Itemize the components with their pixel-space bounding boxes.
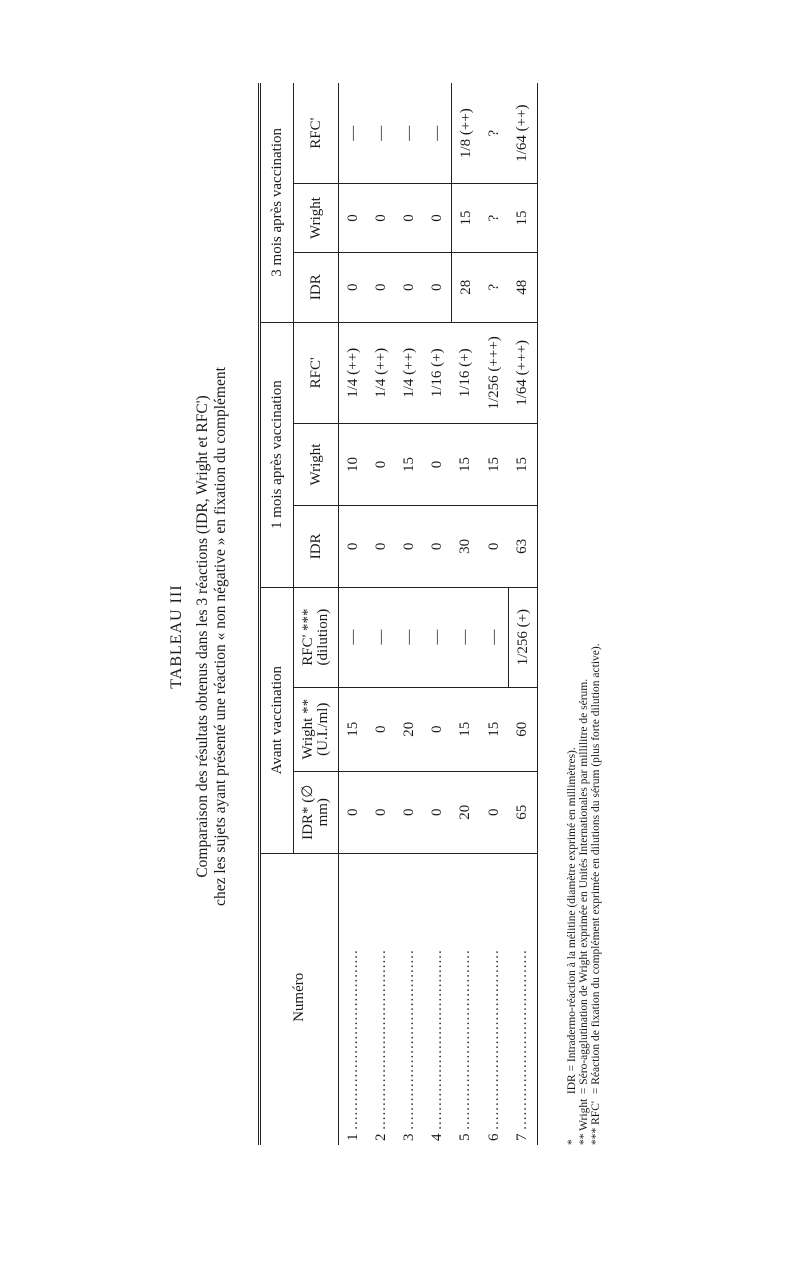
cell-avant-wright: 60 (509, 687, 538, 771)
cell-avant-idr: 65 (509, 771, 538, 853)
table-row (395, 83, 423, 1145)
row-numero: 4 ...................................... (428, 949, 445, 1141)
header-3m-idr: IDR (294, 252, 339, 322)
cell-1m-rfc: 1/4 (++) (395, 322, 423, 423)
cell-1m-rfc: 1/256 (+++) (480, 322, 509, 423)
table-subtitle-line2: chez les sujets ayant présenté une réaction « non négative » en fixation du complément (212, 367, 229, 906)
table-row (509, 83, 538, 1145)
table-row (480, 83, 509, 1145)
cell-3m-wright: 0 (339, 184, 368, 252)
cell-1m-wright: 0 (367, 424, 395, 506)
cell-3m-rfc: — (395, 83, 423, 184)
cell-3m-wright: 0 (423, 184, 452, 252)
results-table (258, 83, 538, 1145)
cell-1m-idr: 0 (395, 506, 423, 588)
cell-1m-idr: 0 (480, 506, 509, 588)
cell-1m-wright: 15 (452, 424, 481, 506)
cell-avant-wright: 20 (395, 687, 423, 771)
cell-3m-idr: 48 (509, 252, 538, 322)
row-numero: 7 ...................................... (514, 949, 531, 1141)
cell-avant-rfc: — (367, 587, 395, 687)
footnote-wright: ** Wright = Séro-agglutination de Wright exprimée en Unités Internationales par millilitre de sérum. (578, 678, 590, 1145)
header-1m-idr: IDR (294, 506, 339, 588)
row-numero: 6 ...................................... (485, 949, 502, 1141)
cell-1m-wright: 15 (395, 424, 423, 506)
table-title: TABLEAU III (168, 584, 185, 689)
cell-3m-wright: 15 (452, 184, 481, 252)
cell-3m-rfc: — (367, 83, 395, 184)
cell-avant-rfc: — (395, 587, 423, 687)
cell-avant-wright: 15 (480, 687, 509, 771)
cell-1m-idr: 63 (509, 506, 538, 588)
cell-3m-idr: ? (480, 252, 509, 322)
table-row (339, 83, 368, 1145)
cell-avant-wright: 0 (367, 687, 395, 771)
cell-3m-idr: 0 (395, 252, 423, 322)
table-row (367, 83, 395, 1145)
cell-1m-rfc: 1/64 (+++) (509, 322, 538, 423)
cell-avant-rfc: — (480, 587, 509, 687)
cell-3m-rfc: ? (480, 83, 509, 184)
cell-1m-idr: 30 (452, 506, 481, 588)
header-1m-rfc: RFC' (294, 322, 339, 423)
cell-1m-rfc: 1/16 (+) (452, 322, 481, 423)
cell-1m-wright: 0 (423, 424, 452, 506)
header-numero: Numéro (291, 972, 307, 1022)
cell-avant-idr: 0 (395, 771, 423, 853)
cell-3m-rfc: — (423, 83, 452, 184)
cell-avant-wright: 15 (452, 687, 481, 771)
row-numero: 1 ...................................... (344, 949, 361, 1141)
cell-1m-wright: 15 (480, 424, 509, 506)
cell-1m-idr: 0 (339, 506, 368, 588)
cell-1m-rfc: 1/16 (+) (423, 322, 452, 423)
table-subtitle-line1: Comparaison des résultats obtenus dans les 3 réactions (IDR, Wright et RFC') (194, 395, 211, 878)
cell-avant-rfc: — (452, 587, 481, 687)
cell-1m-rfc: 1/4 (++) (367, 322, 395, 423)
cell-3m-idr: 0 (367, 252, 395, 322)
header-avant-rfc: RFC' *** (dilution) (294, 587, 339, 687)
cell-avant-idr: 0 (339, 771, 368, 853)
cell-1m-wright: 15 (509, 424, 538, 506)
cell-3m-rfc: — (339, 83, 368, 184)
header-1m-wright: Wright (294, 424, 339, 506)
cell-avant-idr: 0 (367, 771, 395, 853)
cell-3m-wright: 0 (367, 184, 395, 252)
header-3m-wright: Wright (294, 184, 339, 252)
cell-1m-rfc: 1/4 (++) (339, 322, 368, 423)
cell-avant-wright: 15 (339, 687, 368, 771)
header-avant-idr: IDR* (∅ mm) (294, 771, 339, 853)
cell-1m-idr: 0 (367, 506, 395, 588)
cell-3m-idr: 0 (339, 252, 368, 322)
cell-avant-idr: 0 (423, 771, 452, 853)
row-numero: 2 ...................................... (372, 949, 389, 1141)
cell-avant-rfc: — (423, 587, 452, 687)
cell-3m-idr: 28 (452, 252, 481, 322)
header-avant-wright: Wright ** (U.I./ml) (294, 687, 339, 771)
header-group-3-mois: 3 mois après vaccination (260, 83, 294, 322)
footnote-idr: * IDR = Intradermo-réaction à la mélitine (diamètre exprimé en millimètres). (566, 747, 578, 1145)
header-group-1-mois: 1 mois après vaccination (260, 322, 294, 587)
cell-1m-wright: 10 (339, 424, 368, 506)
cell-avant-rfc: — (339, 587, 368, 687)
cell-avant-idr: 20 (452, 771, 481, 853)
cell-3m-idr: 0 (423, 252, 452, 322)
table-row (452, 83, 481, 1145)
row-numero: 5 ...................................... (457, 949, 474, 1141)
cell-3m-wright: ? (480, 184, 509, 252)
cell-3m-rfc: 1/64 (++) (509, 83, 538, 184)
cell-3m-rfc: 1/8 (++) (452, 83, 481, 184)
cell-avant-idr: 0 (480, 771, 509, 853)
cell-avant-wright: 0 (423, 687, 452, 771)
footnote-rfc: *** RFC' = Réaction de fixation du complément exprimée en dilutions du sérum (plus forte dilution active). (590, 643, 602, 1145)
cell-3m-wright: 0 (395, 184, 423, 252)
header-group-avant: Avant vaccination (260, 587, 294, 853)
cell-avant-rfc: 1/256 (+) (509, 587, 538, 687)
header-3m-rfc: RFC' (294, 83, 339, 184)
row-numero: 3 ...................................... (400, 949, 417, 1141)
cell-3m-wright: 15 (509, 184, 538, 252)
table-row (423, 83, 452, 1145)
cell-1m-idr: 0 (423, 506, 452, 588)
